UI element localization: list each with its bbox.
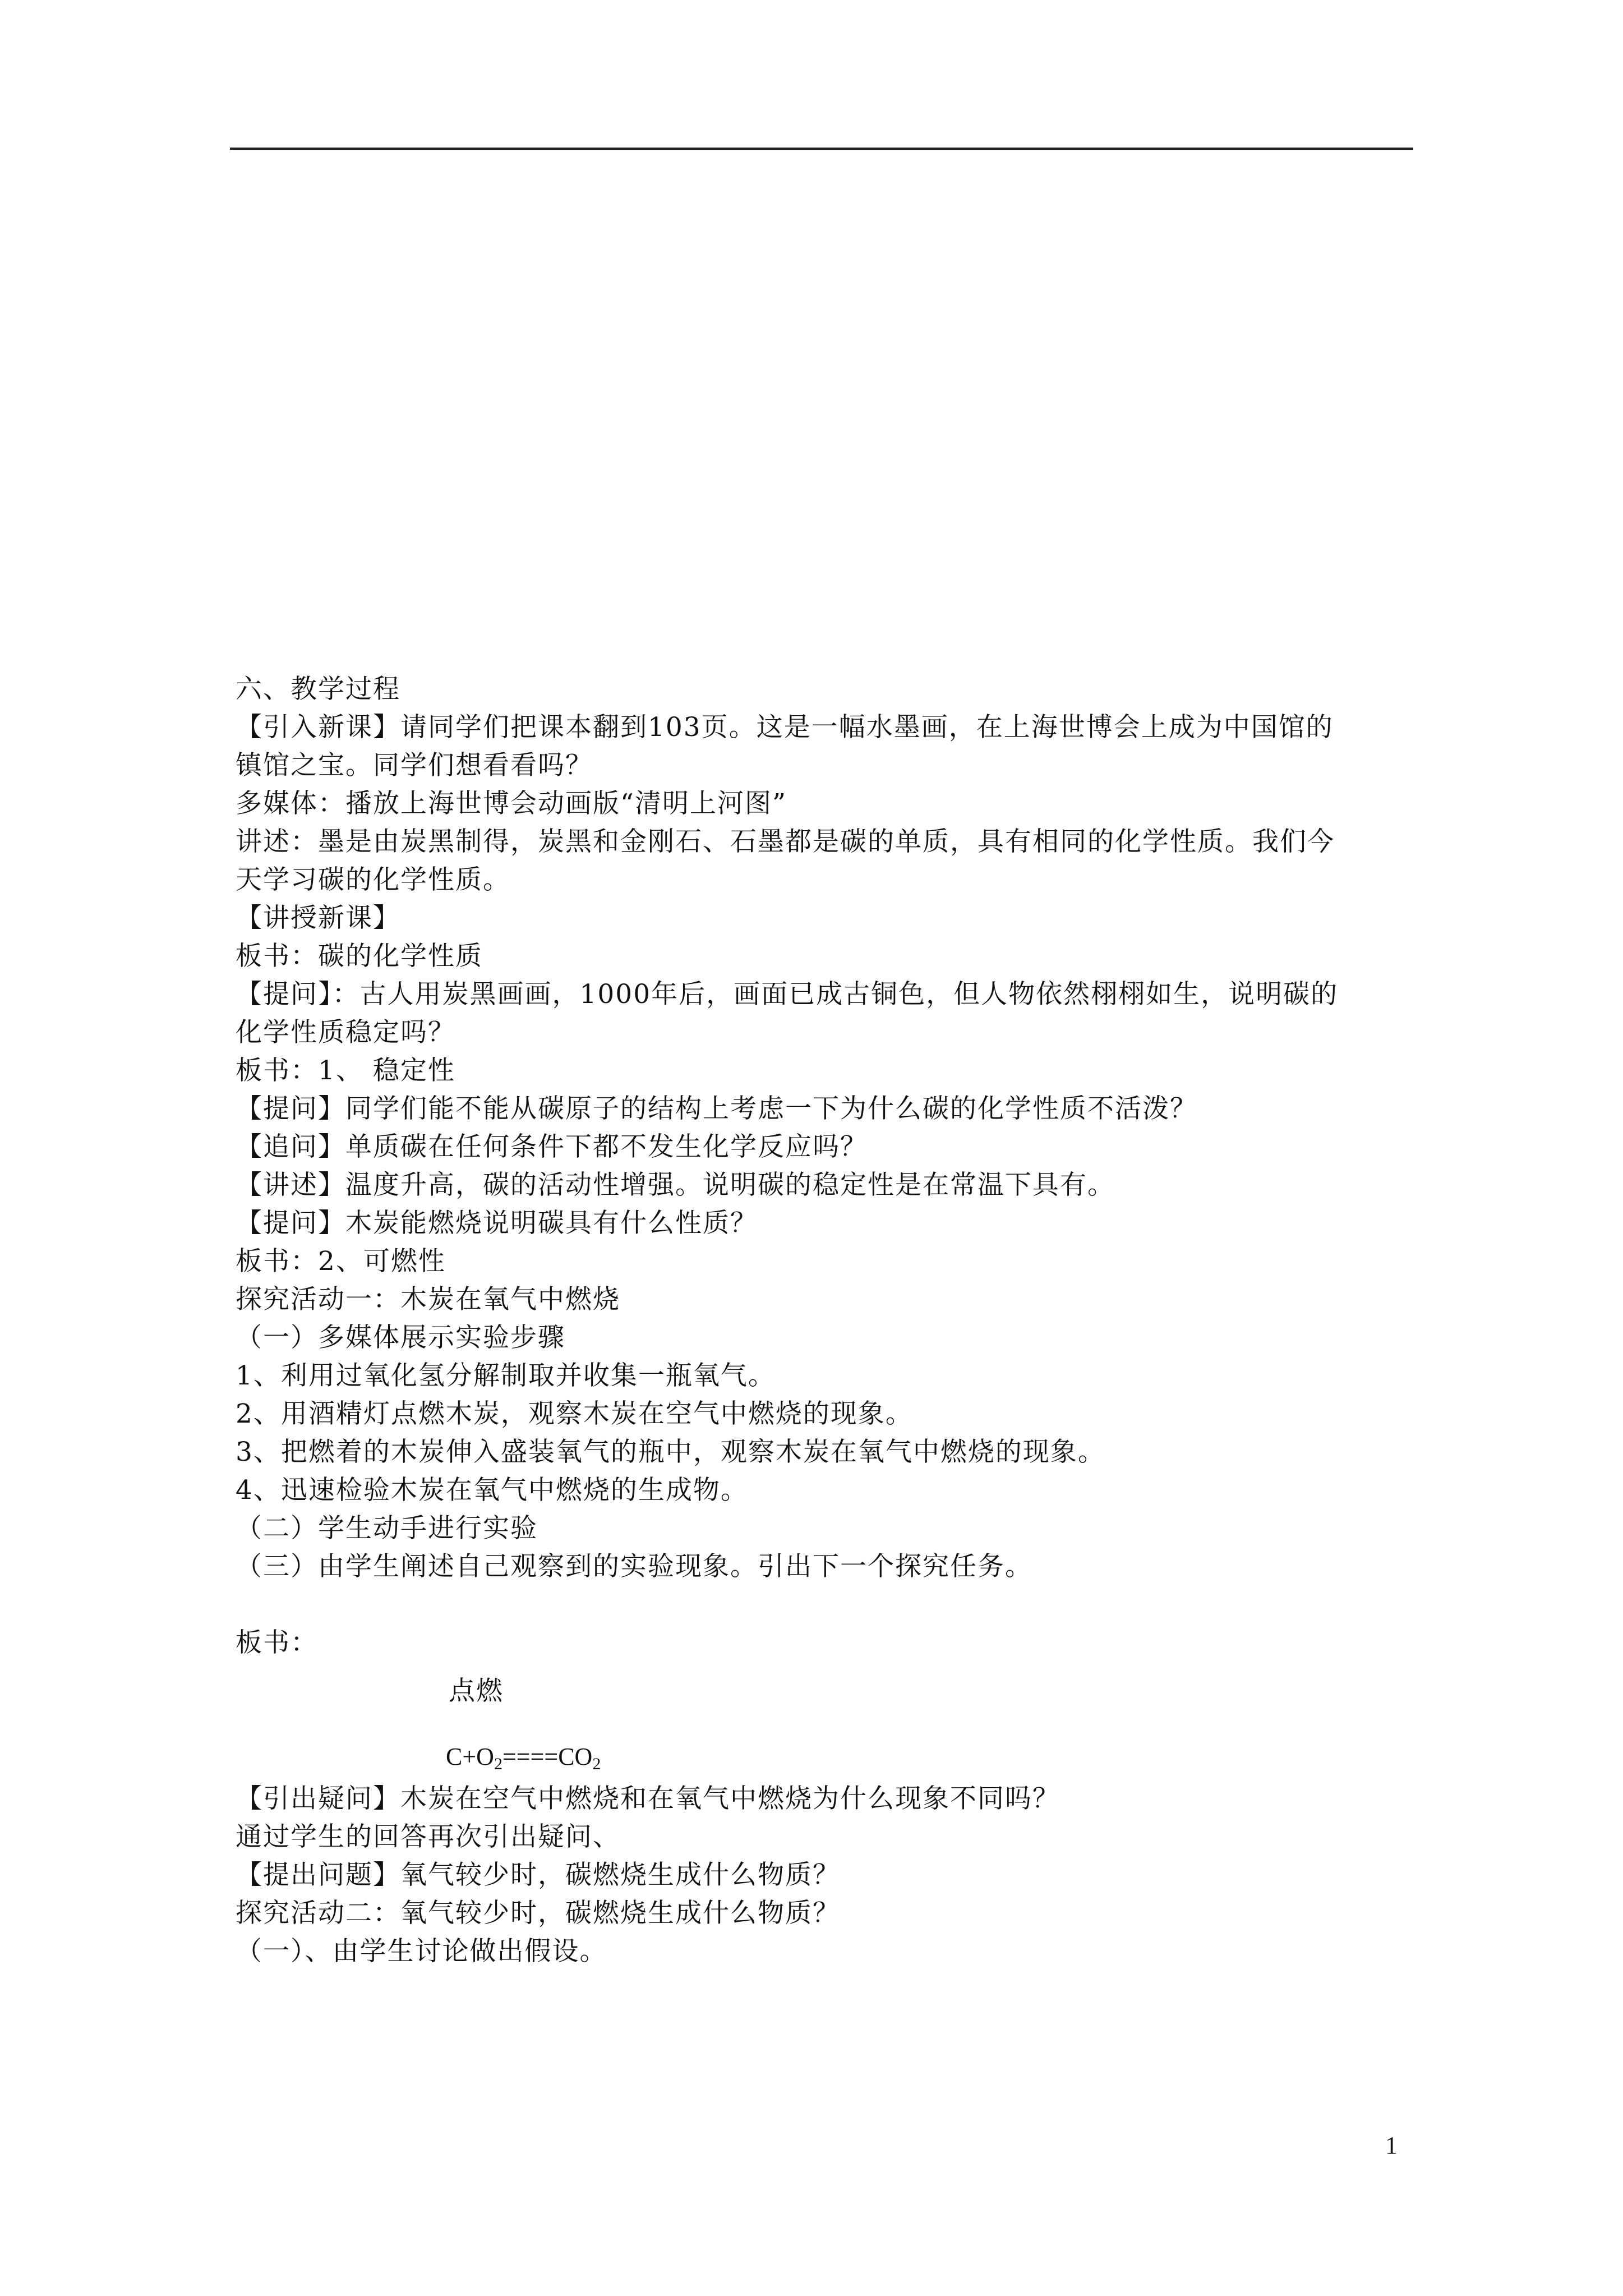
paragraph-line: 【讲授新课】 <box>236 903 400 933</box>
paragraph-line: 探究活动二：氧气较少时，碳燃烧生成什么物质？ <box>236 1898 840 1929</box>
paragraph-line: 【引出疑问】木炭在空气中燃烧和在氧气中燃烧为什么现象不同吗？ <box>236 1783 1060 1814</box>
product-subscript: 2 <box>592 1755 601 1773</box>
step-line: 2、用酒精灯点燃木炭，观察木炭在空气中燃烧的现象。 <box>236 1398 913 1429</box>
header-rule <box>230 148 1413 150</box>
reaction-condition: 点燃 <box>449 1676 504 1706</box>
step-line: 4、迅速检验木炭在氧气中燃烧的生成物。 <box>236 1475 748 1506</box>
paragraph-line: 天学习碳的化学性质。 <box>236 864 510 895</box>
paragraph-line: 【提问】木炭能燃烧说明碳具有什么性质？ <box>236 1208 758 1239</box>
paragraph-line: （三）由学生阐述自己观察到的实验现象。引出下一个探究任务。 <box>236 1551 1032 1582</box>
equation-formula <box>446 1738 601 1783</box>
equation-reactants: C+O <box>446 1743 494 1770</box>
paragraph-line: 【提问】同学们能不能从碳原子的结构上考虑一下为什么碳的化学性质不活泼？ <box>236 1093 1197 1124</box>
paragraph-line: （一）多媒体展示实验步骤 <box>236 1322 565 1353</box>
section-heading: 六、教学过程 <box>236 674 400 705</box>
oxygen-subscript: 2 <box>494 1755 502 1773</box>
paragraph-line: （二）学生动手进行实验 <box>236 1513 538 1544</box>
paragraph-line: 板书：碳的化学性质 <box>236 941 483 972</box>
board-label: 板书： <box>236 1627 318 1658</box>
page-number: 1 <box>1385 2132 1398 2159</box>
step-line: 1、利用过氧化氢分解制取并收集一瓶氧气。 <box>236 1360 776 1391</box>
equation-arrow-product: ====CO <box>502 1743 593 1770</box>
paragraph-line: 【引入新课】请同学们把课本翻到103页。这是一幅水墨画，在上海世博会上成为中国馆的 <box>236 712 1334 743</box>
paragraph-line: 板书：1、 稳定性 <box>236 1055 455 1086</box>
paragraph-line: 化学性质稳定吗？ <box>236 1017 455 1048</box>
blank-gap <box>236 1586 1419 1624</box>
paragraph-line: （一）、由学生讨论做出假设。 <box>236 1936 607 1967</box>
paragraph-line: 【提出问题】氧气较少时，碳燃烧生成什么物质？ <box>236 1860 840 1890</box>
paragraph-line: 板书：2、可燃性 <box>236 1246 446 1277</box>
paragraph-line: 镇馆之宝。同学们想看看吗？ <box>236 750 593 781</box>
chemical-equation <box>236 1662 1419 1780</box>
document-body <box>236 670 1419 1971</box>
paragraph-line: 讲述：墨是由炭黑制得，炭黑和金刚石、石墨都是碳的单质，具有相同的化学性质。我们今 <box>236 826 1335 857</box>
step-line: 3、把燃着的木炭伸入盛装氧气的瓶中，观察木炭在氧气中燃烧的现象。 <box>236 1437 1105 1467</box>
paragraph-line: 探究活动一：木炭在氧气中燃烧 <box>236 1284 620 1315</box>
paragraph-line: 【讲述】温度升高，碳的活动性增强。说明碳的稳定性是在常温下具有。 <box>236 1170 1115 1200</box>
paragraph-line: 多媒体：播放上海世博会动画版“清明上河图” <box>236 788 787 819</box>
paragraph-line: 【追问】单质碳在任何条件下都不发生化学反应吗？ <box>236 1131 868 1162</box>
paragraph-line: 【提问】：古人用炭黑画画，1000年后，画面已成古铜色，但人物依然栩栩如生，说明碳的 <box>236 979 1339 1010</box>
paragraph-line: 通过学生的回答再次引出疑问、 <box>236 1821 620 1852</box>
